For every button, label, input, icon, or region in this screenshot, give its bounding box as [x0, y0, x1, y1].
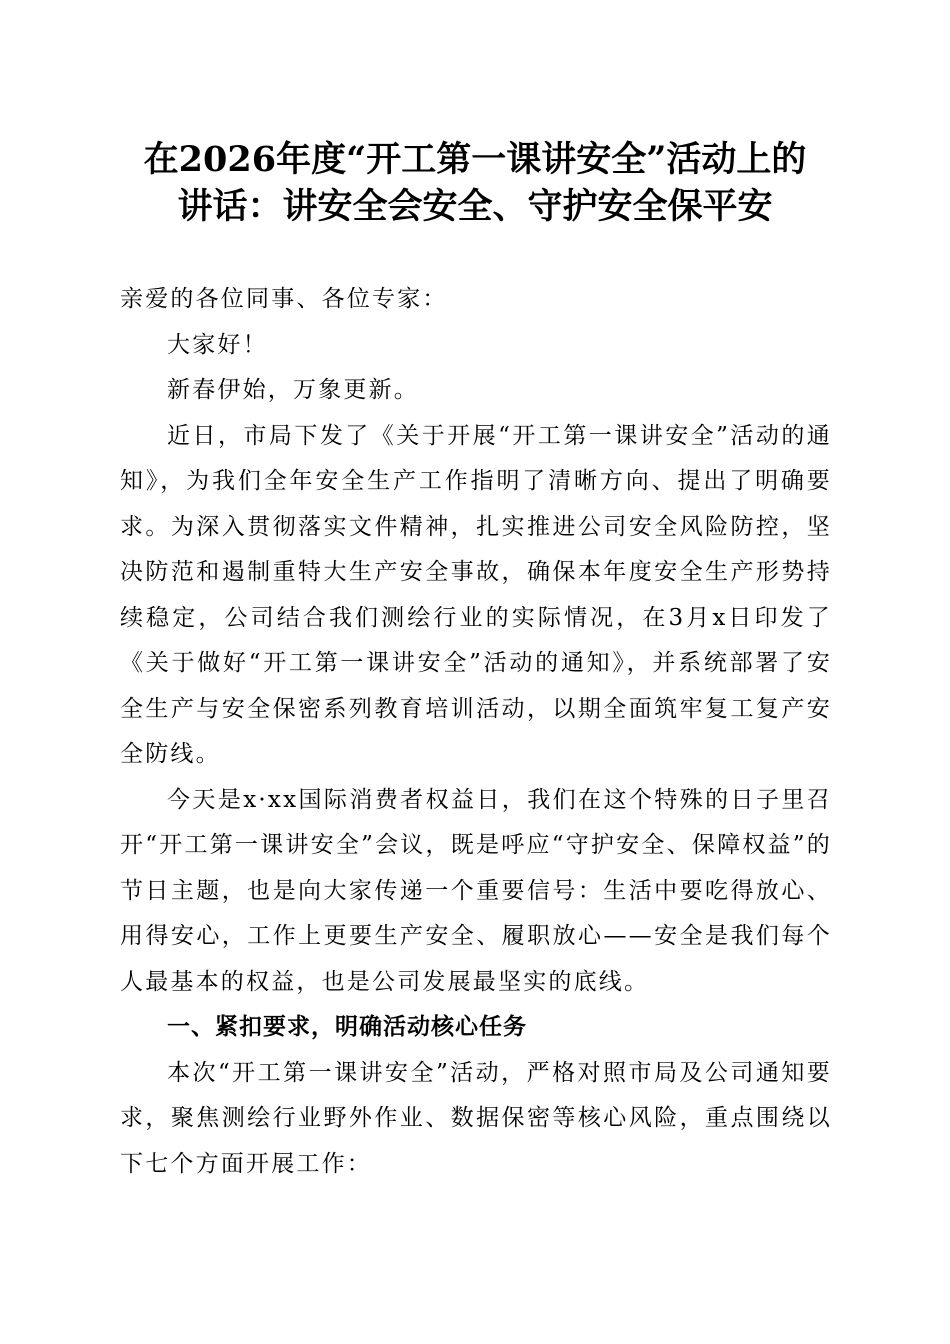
document-body	[120, 277, 832, 1187]
title-line-2: 讲话：讲安全会安全、守护安全保平安	[177, 186, 773, 227]
salutation: 亲爱的各位同事、各位专家：	[120, 286, 448, 312]
greeting: 大家好！	[167, 331, 268, 358]
document-title	[100, 136, 850, 230]
title-line-1: 在2026年度“开工第一课讲安全”活动上的	[143, 139, 807, 180]
paragraph-consumer-day: 今天是x·xx国际消费者权益日，我们在这个特殊的日子里召开“开工第一课讲安全”会议，既是呼应“守护安全、保障权益”的节日主题，也是向大家传递一个重要信号：生活中要吃得放心、用得安心，工作上更要生产安全、履职放心——安全是我们每个人最基本的权益，也是公司发展最坚实的底线。	[120, 786, 832, 995]
paragraph-section-intro: 本次“开工第一课讲安全”活动，严格对照市局及公司通知要求，聚焦测绘行业野外作业、数据保密等核心风险，重点围绕以下七个方面开展工作：	[120, 1059, 832, 1177]
paragraph-opening: 新春伊始，万象更新。	[167, 377, 419, 403]
section-heading: 一、紧扣要求，明确活动核心任务	[167, 1014, 527, 1040]
paragraph-notice: 近日，市局下发了《关于开展“开工第一课讲安全”活动的通知》，为我们全年安全生产工作指明了清晰方向、提出了明确要求。为深入贯彻落实文件精神，扎实推进公司安全风险防控，坚决防范和遏制重特大生产安全事故，确保本年度安全生产形势持续稳定，公司结合我们测绘行业的实际情况，在3月x日印发了《关于做好“开工第一课讲安全”活动的通知》，并系统部署了安全生产与安全保密系列教育培训活动，以期全面筑牢复工复产安全防线。	[120, 422, 832, 767]
